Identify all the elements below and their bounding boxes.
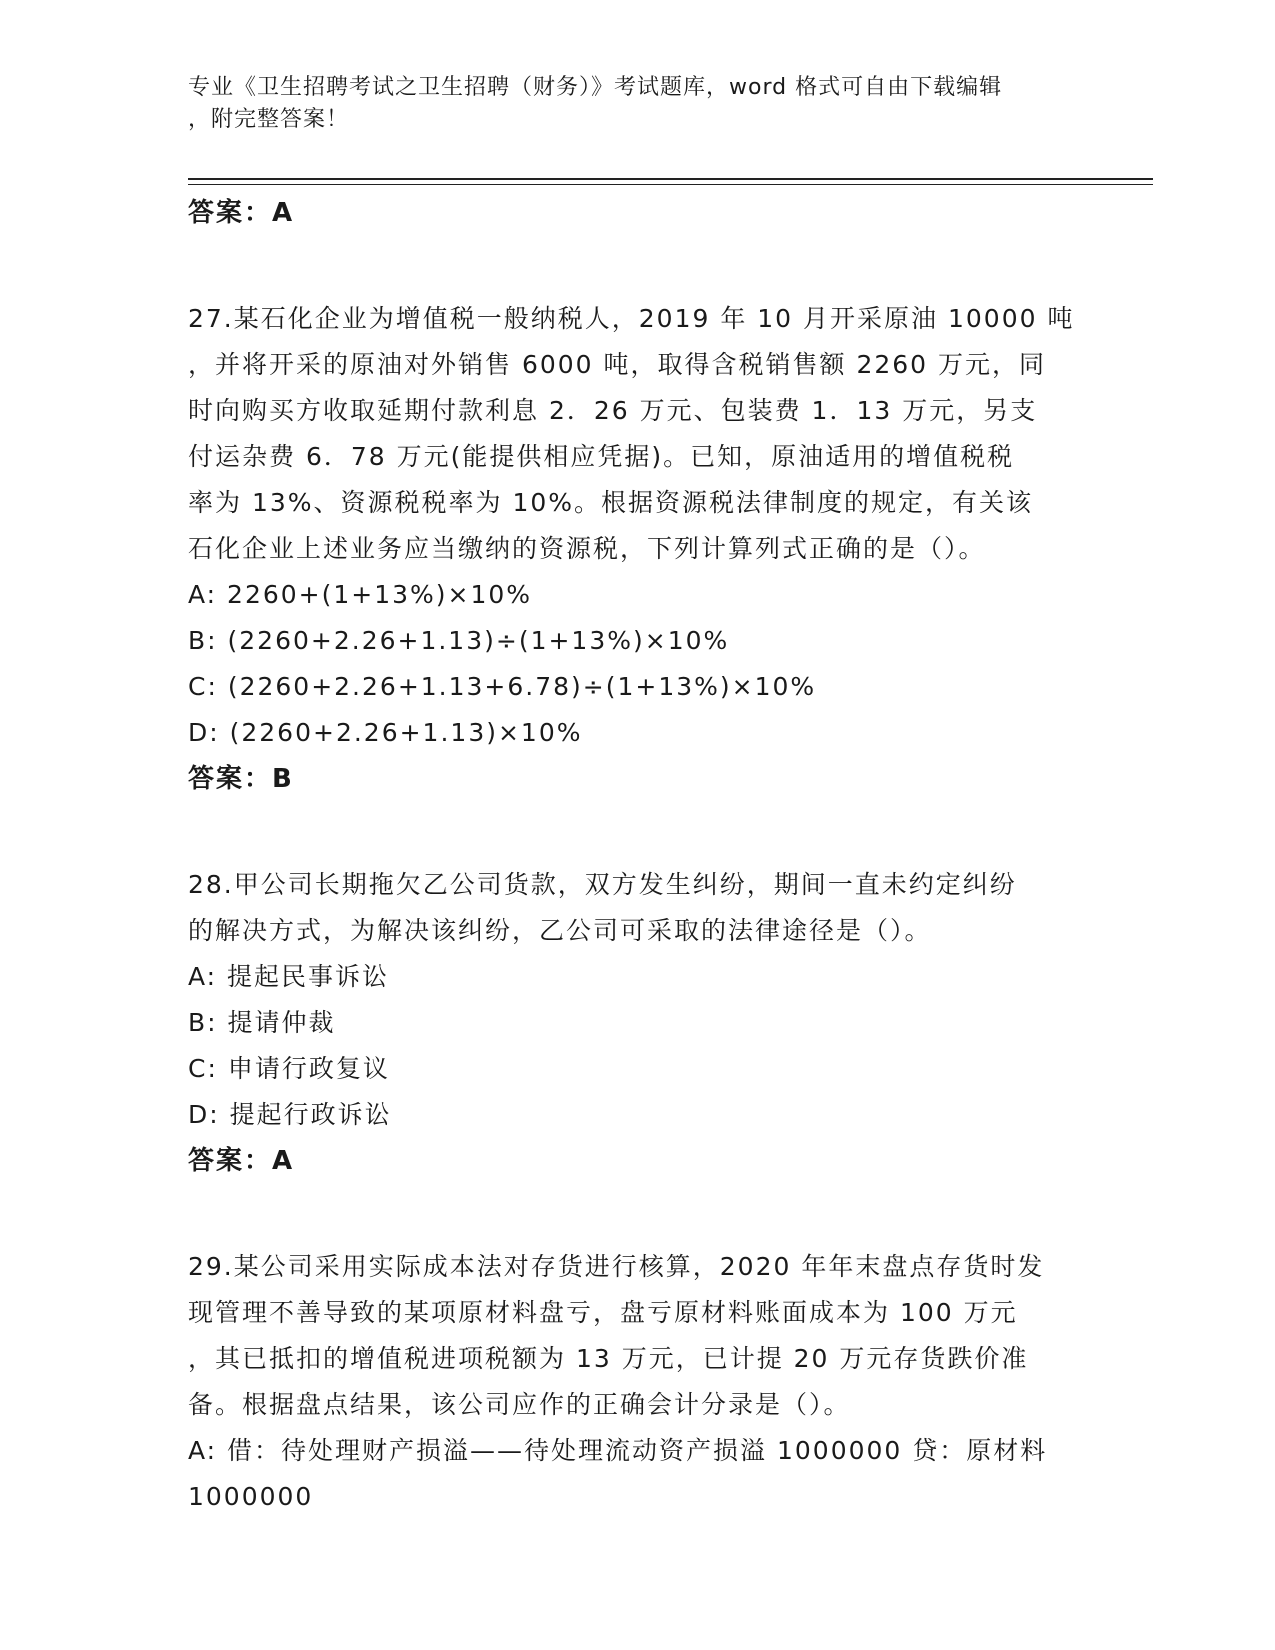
question-27-option-b: B: (2260+2.26+1.13)÷(1+13%)×10%: [188, 626, 730, 655]
question-28-option-d: D: 提起行政诉讼: [188, 1100, 392, 1129]
question-29-line: 现管理不善导致的某项原材料盘亏，盘亏原材料账面成本为 100 万元: [188, 1298, 1018, 1327]
question-28-line: 的解决方式，为解决该纠纷，乙公司可采取的法律途径是（）。: [188, 916, 932, 945]
page-header: [188, 72, 1088, 136]
question-27-option-d: D: (2260+2.26+1.13)×10%: [188, 718, 583, 747]
question-27-line: 时向购买方收取延期付款利息 2．26 万元、包装费 1．13 万元，另支: [188, 396, 1038, 425]
spacer: [188, 802, 1088, 862]
question-28-option-c: C: 申请行政复议: [188, 1054, 390, 1083]
header-rule-thin: [188, 184, 1153, 185]
question-27-option-a: A: 2260+(1+13%)×10%: [188, 580, 533, 609]
question-content: [188, 190, 1088, 1520]
header-rule-thick: [188, 178, 1153, 180]
question-28-option-b: B: 提请仲裁: [188, 1008, 336, 1037]
question-29-line: 29.某公司采用实际成本法对存货进行核算，2020 年年末盘点存货时发: [188, 1252, 1045, 1281]
spacer: [188, 1184, 1088, 1244]
question-29-option-a: A: 借：待处理财产损溢——待处理流动资产损溢 1000000 贷：原材料: [188, 1436, 1048, 1465]
header-line-1: 专业《卫生招聘考试之卫生招聘（财务）》考试题库，word 格式可自由下载编辑: [188, 75, 1003, 100]
answer-27: 答案：B: [188, 764, 294, 794]
answer-26: 答案：A: [188, 198, 295, 228]
spacer: [188, 236, 1088, 296]
question-28-option-a: A: 提起民事诉讼: [188, 962, 390, 991]
question-29-line: ，其已抵扣的增值税进项税额为 13 万元，已计提 20 万元存货跌价准: [188, 1344, 1029, 1373]
question-27-line: 率为 13%、资源税税率为 10%。根据资源税法律制度的规定，有关该: [188, 488, 1034, 517]
question-27-line: 付运杂费 6．78 万元(能提供相应凭据)。已知，原油适用的增值税税: [188, 442, 1015, 471]
question-29-line: 备。根据盘点结果，该公司应作的正确会计分录是（）。: [188, 1390, 851, 1419]
question-27-line: 石化企业上述业务应当缴纳的资源税，下列计算列式正确的是（）。: [188, 534, 986, 563]
question-27-line: ，并将开采的原油对外销售 6000 吨，取得含税销售额 2260 万元，同: [188, 350, 1047, 379]
question-27: [188, 296, 1088, 802]
question-28: [188, 862, 1088, 1184]
question-29-option-a-continued: 1000000: [188, 1482, 314, 1511]
header-line-2: ，附完整答案！: [188, 107, 350, 132]
question-27-line: 27.某石化企业为增值税一般纳税人，2019 年 10 月开采原油 10000 吨: [188, 304, 1075, 333]
question-27-option-c: C: (2260+2.26+1.13+6.78)÷(1+13%)×10%: [188, 672, 817, 701]
question-28-line: 28.甲公司长期拖欠乙公司货款，双方发生纠纷，期间一直未约定纠纷: [188, 870, 1017, 899]
question-29: [188, 1244, 1088, 1520]
answer-28: 答案：A: [188, 1146, 295, 1176]
